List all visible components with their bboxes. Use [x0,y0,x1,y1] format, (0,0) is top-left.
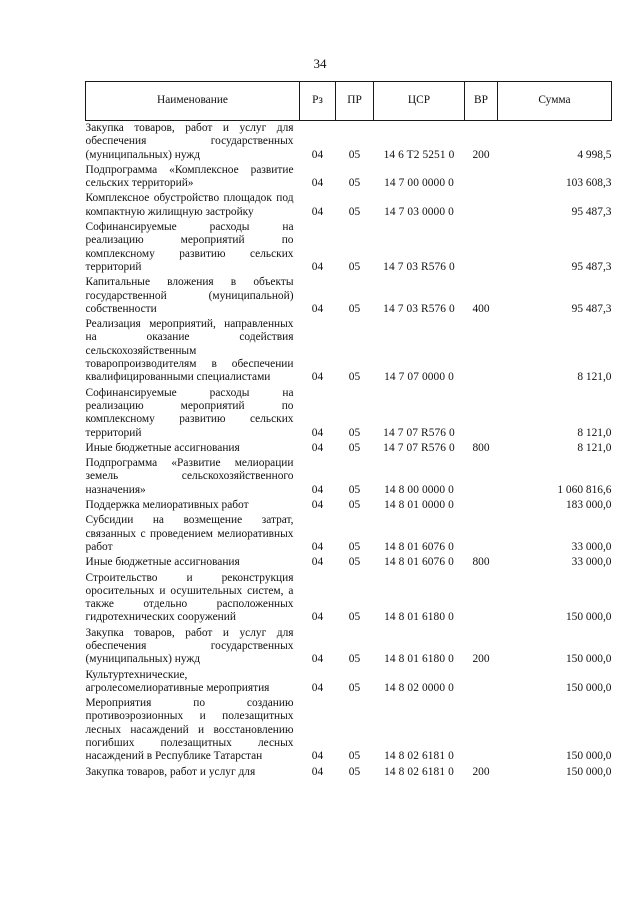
row-sum: 183 000,0 [565,499,612,512]
row-rz: 04 [311,441,324,454]
row-rz: 04 [311,302,324,315]
row-vr: 800 [472,556,490,569]
row-csr: 14 8 01 6076 0 [384,540,454,553]
row-name: Подпрограмма «Комплексное развитие сельских территорий» [85,163,294,190]
row-vr [465,668,498,697]
row-vr: 400 [472,302,490,315]
row-pr: 05 [348,750,361,763]
table-row [86,456,612,498]
row-rz: 04 [311,653,324,666]
table-row [86,191,612,220]
row-name: Закупка товаров, работ и услуг для обеспечения государственных (муниципальных) нужд [85,122,294,161]
row-name: Подпрограмма «Развитие мелиорации земель сельскохозяйственного назначения» [85,457,294,496]
row-csr: 14 7 07 0000 0 [384,371,454,384]
page-number: 34 [313,56,327,71]
row-vr: 800 [472,441,490,454]
row-csr: 14 8 02 0000 0 [384,681,454,694]
header-sum: Сумма [498,82,612,121]
row-name: Софинансируемые расходы на реализацию мероприятий по комплексному развитию сельских территорий [85,221,294,273]
row-name: Закупка товаров, работ и услуг для [85,765,256,778]
row-pr: 05 [348,653,361,666]
row-pr: 05 [348,148,361,161]
table-row [86,571,612,626]
row-pr: 05 [348,371,361,384]
header-name: Наименование [86,82,300,121]
row-rz: 04 [311,148,324,161]
row-name: Иные бюджетные ассигнования [85,556,240,569]
row-vr [465,571,498,626]
row-csr: 14 8 02 6181 0 [384,765,454,778]
table-row [86,275,612,317]
row-sum: 33 000,0 [571,540,612,553]
row-sum: 150 000,0 [565,750,612,763]
row-rz: 04 [311,556,324,569]
header-pr: ПР [336,82,374,121]
header-vr: ВР [465,82,498,121]
row-pr: 05 [348,483,361,496]
row-pr: 05 [348,302,361,315]
row-csr: 14 8 01 6076 0 [384,556,454,569]
row-rz: 04 [311,371,324,384]
table-row [86,765,612,780]
budget-table [85,81,612,780]
row-rz: 04 [311,426,324,439]
row-name: Реализация мероприятий, направленных на оказание содействия сельскохозяйственным товаропроизводителям в обеспечении квалифицированными специалистами [85,318,294,384]
row-pr: 05 [348,765,361,778]
header-csr: ЦСР [374,82,465,121]
row-csr: 14 7 07 R576 0 [383,441,455,454]
table-row [86,696,612,764]
row-sum: 95 487,3 [571,302,612,315]
row-rz: 04 [311,540,324,553]
row-pr: 05 [348,177,361,190]
table-row [86,121,612,163]
row-vr [465,513,498,555]
row-name: Капитальные вложения в объекты государственной (муниципальной) собственности [85,276,294,315]
row-sum: 150 000,0 [565,681,612,694]
row-rz: 04 [311,260,324,273]
row-csr: 14 8 01 6180 0 [384,653,454,666]
row-rz: 04 [311,611,324,624]
row-sum: 95 487,3 [571,205,612,218]
row-sum: 150 000,0 [565,653,612,666]
table-row [86,386,612,441]
row-sum: 8 121,0 [577,371,612,384]
row-rz: 04 [311,483,324,496]
row-vr [465,498,498,513]
table-row [86,317,612,385]
row-rz: 04 [311,765,324,778]
row-name: Софинансируемые расходы на реализацию мероприятий по комплексному развитию сельских территорий [85,386,294,439]
row-csr: 14 6 T2 5251 0 [383,148,455,161]
table-row [86,626,612,668]
row-csr: 14 7 03 0000 0 [384,205,454,218]
row-pr: 05 [348,611,361,624]
row-pr: 05 [348,260,361,273]
row-vr [465,191,498,220]
row-name: Культуртехнические, агролесомелиоративные мероприятия [85,668,270,694]
row-csr: 14 7 07 R576 0 [383,426,455,439]
header-row [86,82,612,121]
row-csr: 14 8 01 6180 0 [384,611,454,624]
row-csr: 14 7 03 R576 0 [383,302,455,315]
row-sum: 150 000,0 [565,765,612,778]
row-vr [465,386,498,441]
row-vr [465,220,498,275]
row-name: Поддержка мелиоративных работ [85,499,249,512]
row-vr: 200 [472,765,490,778]
row-sum: 1 060 816,6 [557,483,612,496]
row-vr [465,456,498,498]
row-vr [465,317,498,385]
row-name: Комплексное обустройство площадок под компактную жилищную застройку [85,192,294,218]
row-sum: 4 998,5 [577,148,612,161]
table-row [86,668,612,697]
row-name: Иные бюджетные ассигнования [85,441,240,454]
row-sum: 8 121,0 [577,426,612,439]
row-vr [465,163,498,192]
row-vr [465,696,498,764]
row-name: Закупка товаров, работ и услуг для обеспечения государственных (муниципальных) нужд [85,626,294,666]
table-row [86,441,612,456]
row-sum: 103 608,3 [565,177,612,190]
table-row [86,163,612,192]
row-pr: 05 [348,556,361,569]
row-sum: 150 000,0 [565,611,612,624]
row-csr: 14 8 02 6181 0 [384,750,454,763]
row-csr: 14 7 00 0000 0 [384,177,454,190]
row-csr: 14 8 00 0000 0 [384,483,454,496]
table-row [86,498,612,513]
row-pr: 05 [348,540,361,553]
table-row [86,555,612,570]
table-body [86,121,612,780]
row-name: Мероприятия по созданию противоэрозионных и полезащитных лесных насаждений и восстановлению погибших полезащитных лесных насаждений в Республике Татарстан [85,697,294,763]
row-csr: 14 7 03 R576 0 [383,260,455,273]
row-sum: 95 487,3 [571,260,612,273]
row-pr: 05 [348,441,361,454]
table-row [86,513,612,555]
row-sum: 33 000,0 [571,556,612,569]
table-header [86,82,612,121]
table-row [86,220,612,275]
row-pr: 05 [348,205,361,218]
row-rz: 04 [311,499,324,512]
row-vr: 200 [472,653,490,666]
row-pr: 05 [348,426,361,439]
row-rz: 04 [311,205,324,218]
row-rz: 04 [311,177,324,190]
header-rz: Рз [300,82,336,121]
row-pr: 05 [348,499,361,512]
row-csr: 14 8 01 0000 0 [384,499,454,512]
row-pr: 05 [348,681,361,694]
row-rz: 04 [311,750,324,763]
row-name: Субсидии на возмещение затрат, связанных с проведением мелиоративных работ [85,514,294,553]
row-vr: 200 [472,148,490,161]
row-sum: 8 121,0 [577,441,612,454]
row-rz: 04 [311,681,324,694]
row-name: Строительство и реконструкция оросительных и осушительных систем, а также отдельно расположенных гидротехнических сооружений [85,571,294,624]
